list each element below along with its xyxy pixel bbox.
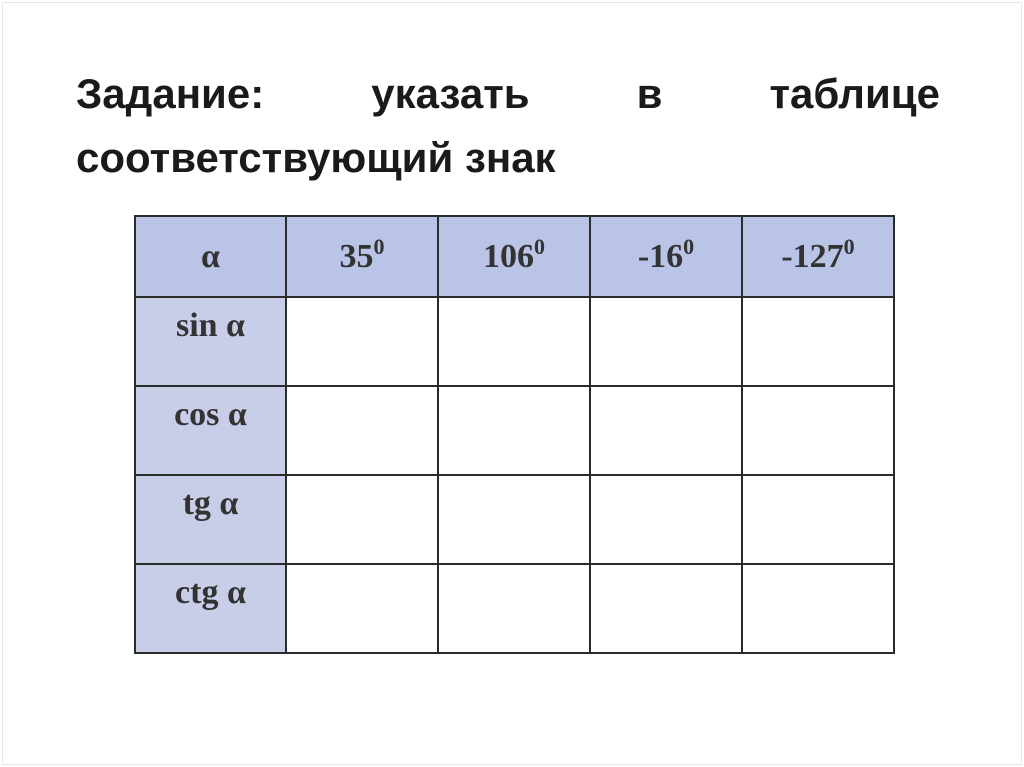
title-word: указать — [371, 70, 530, 117]
row-header-ctg: ctg α — [135, 564, 286, 653]
answer-cell[interactable] — [590, 564, 742, 653]
answer-cell[interactable] — [742, 475, 894, 564]
column-header — [438, 216, 590, 297]
answer-cell[interactable] — [286, 564, 438, 653]
answer-cell[interactable] — [438, 386, 590, 475]
title-line-2: соответствующий знак — [76, 134, 556, 181]
answer-cell[interactable] — [590, 386, 742, 475]
row-header-sin: sin α — [135, 297, 286, 386]
answer-cell[interactable] — [438, 564, 590, 653]
degree-superscript: 0 — [373, 233, 385, 259]
answer-cell[interactable] — [438, 297, 590, 386]
answer-cell[interactable] — [286, 297, 438, 386]
column-header — [742, 216, 894, 297]
table-header-row — [135, 216, 894, 297]
angle-value: 35 — [339, 237, 374, 275]
answer-cell[interactable] — [742, 564, 894, 653]
answer-cell[interactable] — [286, 386, 438, 475]
title-line-1 — [76, 62, 940, 126]
task-title — [76, 62, 940, 190]
angle-value: -16 — [637, 237, 684, 275]
column-header — [286, 216, 438, 297]
answer-cell[interactable] — [590, 475, 742, 564]
answer-cell[interactable] — [438, 475, 590, 564]
degree-superscript: 0 — [683, 233, 695, 259]
answer-cell[interactable] — [742, 386, 894, 475]
corner-header-alpha: α — [135, 216, 286, 297]
title-word: в — [636, 70, 663, 117]
degree-superscript: 0 — [843, 233, 855, 259]
answer-cell[interactable] — [742, 297, 894, 386]
answer-cell[interactable] — [286, 475, 438, 564]
table-row — [135, 386, 894, 475]
row-header-cos: cos α — [135, 386, 286, 475]
table-row — [135, 475, 894, 564]
answer-cell[interactable] — [590, 297, 742, 386]
angle-value: -127 — [781, 237, 844, 275]
title-word: таблице — [769, 70, 940, 117]
title-word: Задание: — [76, 70, 265, 117]
sign-table — [134, 215, 895, 654]
degree-superscript: 0 — [534, 233, 545, 259]
row-header-tg: tg α — [135, 475, 286, 564]
column-header — [590, 216, 742, 297]
table-row — [135, 297, 894, 386]
angle-value: 106 — [483, 237, 534, 275]
table-row — [135, 564, 894, 653]
